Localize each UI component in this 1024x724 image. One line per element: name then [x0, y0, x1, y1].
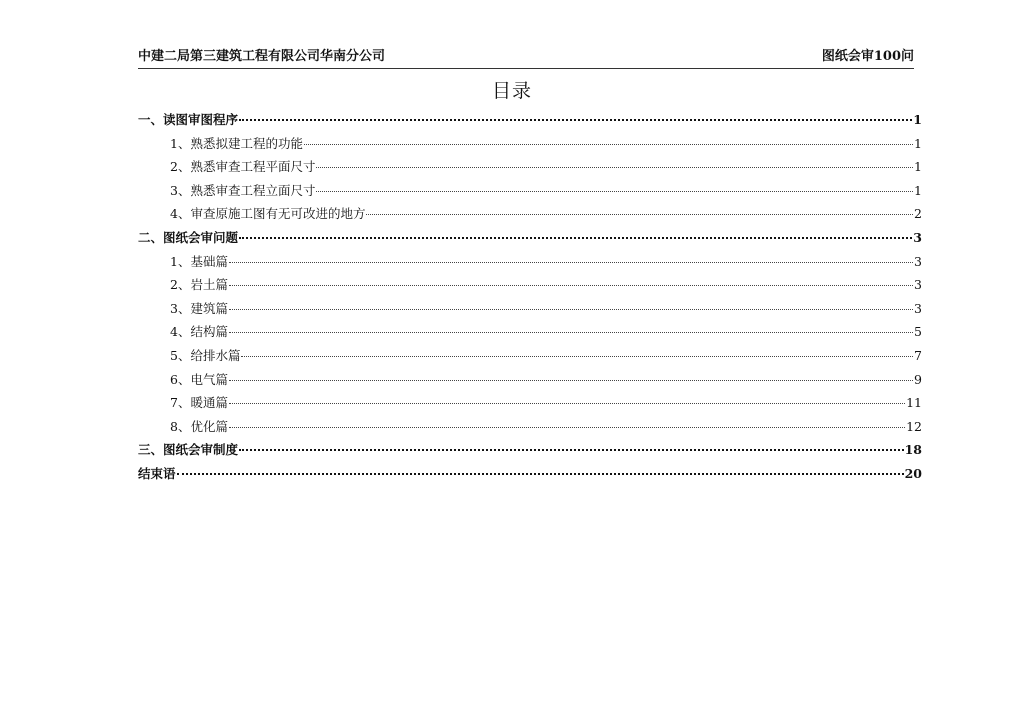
toc-entry-label: 二、图纸会审问题 — [138, 229, 239, 245]
toc-subsection-entry[interactable] — [138, 393, 922, 417]
toc-section-entry[interactable] — [138, 110, 922, 134]
toc-page-number: 3 — [913, 229, 922, 245]
toc-page-number: 1 — [914, 182, 922, 198]
toc-page-number: 1 — [914, 159, 922, 175]
toc-section-entry[interactable] — [138, 464, 922, 488]
toc-dot-leader — [229, 379, 913, 381]
toc-subsection-entry[interactable] — [138, 299, 922, 323]
toc-dot-leader — [239, 236, 912, 239]
toc-section-entry[interactable] — [138, 440, 922, 464]
toc-dot-leader — [177, 472, 904, 475]
toc-entry-label: 3、熟悉审查工程立面尺寸 — [170, 182, 316, 198]
toc-section-entry[interactable] — [138, 228, 922, 252]
toc-dot-leader — [304, 143, 913, 145]
toc-page-number: 1 — [914, 135, 922, 151]
toc-page-number: 20 — [904, 465, 922, 481]
toc-dot-leader — [229, 261, 913, 263]
toc-subsection-entry[interactable] — [138, 346, 922, 370]
toc-dot-leader — [316, 166, 913, 168]
toc-subsection-entry[interactable] — [138, 322, 922, 346]
toc-page-number: 18 — [904, 442, 922, 458]
toc-entry-label: 8、优化篇 — [170, 418, 228, 434]
toc-entry-label: 1、熟悉拟建工程的功能 — [170, 135, 303, 151]
toc-page-number: 12 — [906, 418, 922, 434]
toc-page-number: 2 — [914, 206, 922, 222]
toc-entry-label: 4、结构篇 — [170, 324, 228, 340]
toc-page-number: 3 — [914, 300, 922, 316]
page-header — [138, 42, 914, 69]
toc-dot-leader — [229, 331, 913, 333]
document-name: 图纸会审100问 — [821, 49, 914, 64]
toc-subsection-entry[interactable] — [138, 252, 922, 276]
toc-subsection-entry[interactable] — [138, 134, 922, 158]
toc-page-number: 9 — [914, 371, 922, 387]
toc-page-number: 11 — [906, 395, 922, 411]
toc-subsection-entry[interactable] — [138, 204, 922, 228]
toc-dot-leader — [239, 448, 904, 451]
toc-entry-label: 3、建筑篇 — [170, 300, 228, 316]
toc-entry-label: 三、图纸会审制度 — [138, 442, 239, 458]
toc-subsection-entry[interactable] — [138, 157, 922, 181]
toc-dot-leader — [239, 118, 912, 121]
toc-page-number: 3 — [914, 277, 922, 293]
toc-dot-leader — [229, 308, 913, 310]
table-of-contents — [138, 110, 922, 488]
toc-dot-leader — [229, 284, 913, 286]
company-name: 中建二局第三建筑工程有限公司华南分公司 — [138, 49, 386, 64]
toc-entry-label: 一、读图审图程序 — [138, 112, 239, 127]
toc-dot-leader — [316, 190, 913, 192]
toc-subsection-entry[interactable] — [138, 181, 922, 205]
toc-page-number: 1 — [913, 112, 922, 127]
toc-dot-leader — [241, 355, 913, 357]
toc-dot-leader — [229, 402, 905, 404]
toc-entry-label: 5、给排水篇 — [170, 347, 241, 363]
toc-entry-label: 7、暖通篇 — [170, 395, 228, 411]
toc-subsection-entry[interactable] — [138, 370, 922, 394]
toc-page-number: 7 — [914, 347, 922, 363]
toc-page-number: 5 — [914, 324, 922, 340]
toc-entry-label: 2、熟悉审查工程平面尺寸 — [170, 159, 316, 175]
toc-entry-label: 6、电气篇 — [170, 371, 228, 387]
toc-dot-leader — [229, 426, 905, 428]
toc-entry-label: 结束语 — [138, 465, 176, 481]
toc-page-number: 3 — [914, 253, 922, 269]
toc-entry-label: 2、岩土篇 — [170, 277, 228, 293]
toc-entry-label: 1、基础篇 — [170, 253, 228, 269]
toc-entry-label: 4、审查原施工图有无可改进的地方 — [170, 206, 366, 222]
toc-subsection-entry[interactable] — [138, 275, 922, 299]
toc-subsection-entry[interactable] — [138, 417, 922, 441]
toc-title: 目录 — [491, 80, 532, 102]
toc-dot-leader — [366, 213, 913, 215]
